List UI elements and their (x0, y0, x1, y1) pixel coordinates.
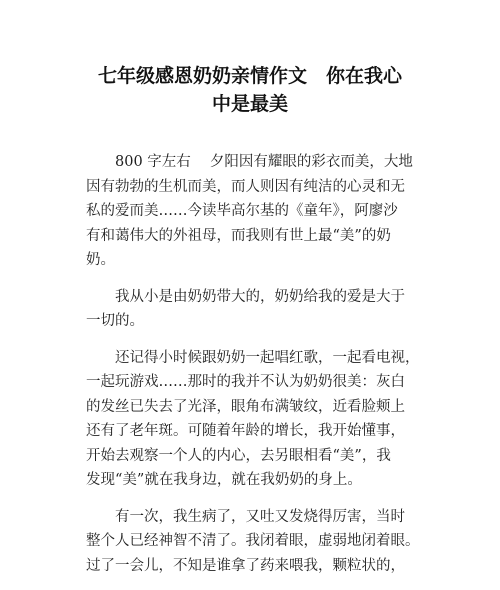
paragraph-line: 私的爱而美……今读毕高尔基的《童年》，阿廖沙 (86, 203, 398, 219)
paragraph-line: 一起玩游戏……那时的我并不认为奶奶很美：灰白 (86, 374, 405, 390)
paragraph-line: 发现“美”就在我身边，就在我奶奶的身上。 (86, 472, 362, 488)
paragraph-1 (86, 150, 426, 273)
paragraph-line: 开始去观察一个人的内心，去另眼相看“美”，我 (86, 447, 391, 464)
paragraph-line: 还有了老年斑。可随着年龄的增长，我开始懂事， (86, 423, 405, 439)
paragraph-line: 有和蔼伟大的外祖母，而我则有世上最“美”的奶 (86, 227, 391, 244)
paragraph-line: 有一次，我生病了，又吐又发烧得厉害，当时 (115, 508, 405, 525)
essay-title-line-2: 中是最美 (211, 93, 288, 115)
paragraph-4 (86, 505, 426, 579)
paragraph-line: 过了一会儿，不知是谁拿了药来喂我，颗粒状的， (86, 557, 405, 574)
essay-title-line-1: 七年级感恩奶奶亲情作文 你在我心 (97, 65, 402, 87)
paragraph-line: 还记得小时候跟奶奶一起唱红歌，一起看电视， (115, 349, 420, 366)
paragraph-line: 的发丝已失去了光泽，眼角布满皱纹，近看脸颊上 (86, 398, 405, 415)
paragraph-2 (86, 285, 426, 334)
paragraph-line: 800 字左右 夕阳因有耀眼的彩衣而美，大地 (115, 154, 413, 170)
paragraph-line: 整个人已经神智不清了。我闭着眼，虚弱地闭着眼。 (86, 533, 420, 549)
essay-body (86, 150, 426, 590)
paragraph-line: 因有勃勃的生机而美，而人则因有纯洁的心灵和无 (86, 178, 405, 195)
essay-title (60, 62, 440, 118)
paragraph-3 (86, 346, 426, 493)
paragraph-line: 一切的。 (86, 313, 144, 329)
paragraph-line: 我从小是由奶奶带大的，奶奶给我的爱是大于 (115, 288, 405, 305)
paragraph-line: 奶。 (86, 252, 115, 268)
